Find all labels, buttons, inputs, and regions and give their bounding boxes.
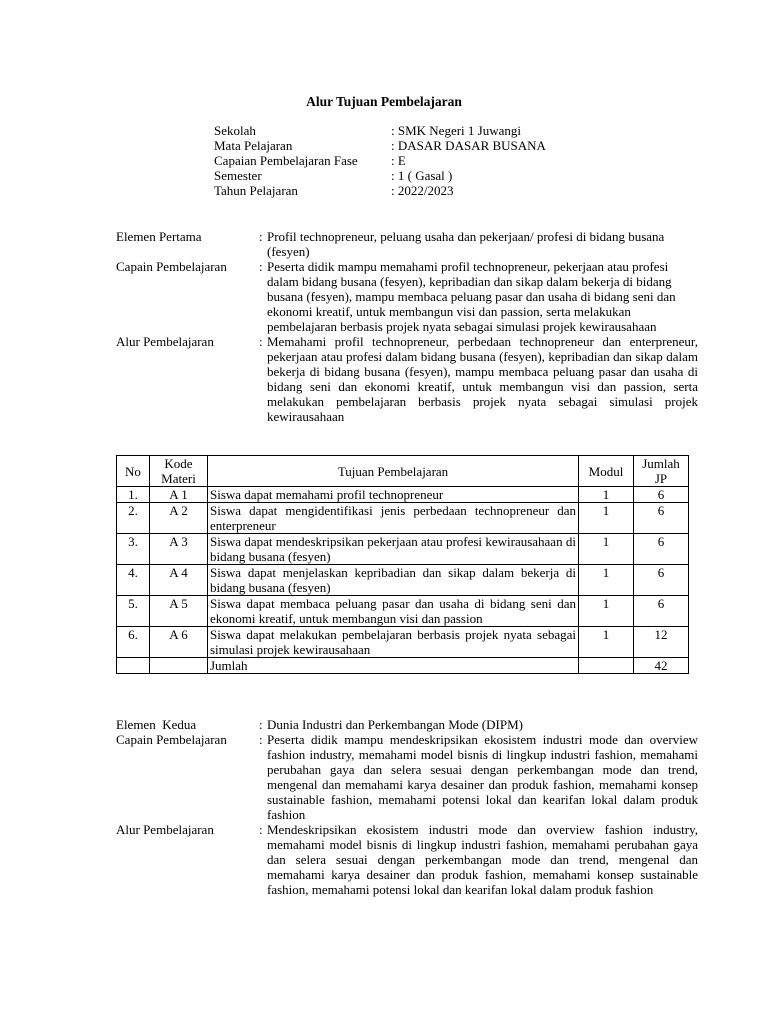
- alur-label: Alur Pembelajaran: [116, 334, 214, 349]
- meta-value: : SMK Negeri 1 Juwangi: [391, 123, 521, 138]
- cell-kode: A 5: [150, 596, 208, 627]
- alur-row: [116, 334, 698, 424]
- cell-modul: 1: [579, 503, 634, 534]
- cell-tujuan: Siswa dapat memahami profil technopreneur: [208, 487, 579, 503]
- cell-tujuan: Siswa dapat mengidentifikasi jenis perbedaan technopreneur dan enterpreneur: [208, 503, 579, 534]
- header-jp: Jumlah JP: [634, 456, 689, 487]
- elemen-value: Dunia Industri dan Perkembangan Mode (DIPM): [267, 717, 523, 732]
- capaian-value: Peserta didik mampu mendeskripsikan ekosistem industri mode dan overview fashion industry, memahami model bisnis di lingkup industri fashion, memahami perubahan gaya dan selera sesuai dengan perkembangan mode dan trend, mengenal dan memahami karya desainer dan produk fashion, memahami konsep sustainable fashion, memahami potensi lokal dan kearifan lokal dalam produk fashion: [267, 732, 698, 822]
- cell-kode: A 4: [150, 565, 208, 596]
- capaian-label: Capain Pembelajaran: [116, 732, 227, 747]
- table-row: [117, 596, 689, 627]
- elemen-kedua-section: [116, 717, 698, 897]
- cell-modul: 1: [579, 487, 634, 503]
- meta-key: Capaian Pembelajaran Fase: [214, 153, 358, 168]
- cell-jp: 6: [634, 534, 689, 565]
- capaian-value: Peserta didik mampu memahami profil technopreneur, pekerjaan atau profesi dalam bidang busana (fesyen), kepribadian dan sikap dalam bekerja di bidang busana (fesyen), mampu membaca peluang pasar dan usaha di bidang seni dan ekonomi kreatif, untuk membangun visi dan passion, serta melakukan pembelajaran berbasis projek nyata sebagai simulasi projek kewirausahaan: [267, 259, 676, 334]
- cell-modul: 1: [579, 627, 634, 658]
- header-kode: Kode Materi: [150, 456, 208, 487]
- capaian-label: Capain Pembelajaran: [116, 259, 227, 274]
- elemen-label: Elemen Pertama: [116, 229, 202, 244]
- capaian-row: [116, 732, 698, 822]
- cell-tujuan: Siswa dapat membaca peluang pasar dan usaha di bidang seni dan ekonomi kreatif, untuk membangun visi dan passion: [208, 596, 579, 627]
- header-modul: Modul: [579, 456, 634, 487]
- table-row: [117, 534, 689, 565]
- elemen-row: [116, 717, 698, 732]
- cell-no: 4.: [117, 565, 150, 596]
- colon: :: [259, 334, 263, 349]
- cell-no: 6.: [117, 627, 150, 658]
- elemen-pertama-section: [116, 229, 698, 424]
- cell-kode: A 1: [150, 487, 208, 503]
- elemen-value: Profil technopreneur, peluang usaha dan pekerjaan/ profesi di bidang busana (fesyen): [267, 229, 665, 259]
- cell-jp: 12: [634, 627, 689, 658]
- meta-value: : E: [391, 153, 406, 168]
- cell-empty: [579, 658, 634, 674]
- cell-jp: 6: [634, 565, 689, 596]
- meta-info: [214, 123, 591, 198]
- cell-no: 3.: [117, 534, 150, 565]
- cell-no: 2.: [117, 503, 150, 534]
- cell-jp: 6: [634, 596, 689, 627]
- colon: :: [259, 822, 263, 837]
- colon: :: [259, 259, 263, 274]
- alur-value: Mendeskripsikan ekosistem industri mode dan overview fashion industry, memahami model bisnis di lingkup industri fashion, memahami perubahan gaya dan selera sesuai dengan perkembangan mode dan trend, mengenal dan memahami karya desainer dan produk fashion, memahami konsep sustainable fashion, memahami potensi lokal dan kearifan lokal dalam produk fashion: [267, 822, 698, 897]
- elemen-row: [116, 229, 698, 259]
- total-label: Jumlah: [208, 658, 579, 674]
- cell-tujuan: Siswa dapat mendeskripsikan pekerjaan atau profesi kewirausahaan di bidang busana (fesyen): [208, 534, 579, 565]
- meta-key: Sekolah: [214, 123, 256, 138]
- meta-value: : 2022/2023: [391, 183, 454, 198]
- meta-key: Tahun Pelajaran: [214, 183, 298, 198]
- meta-value: : 1 ( Gasal ): [391, 168, 453, 183]
- alur-value: Memahami profil technopreneur, perbedaan technopreneur dan enterpreneur, pekerjaan atau profesi dalam bidang busana (fesyen), kepribadian dan sikap dalam bekerja di bidang busana (fesyen), mampu membaca peluang pasar dan usaha di bidang seni dan ekonomi kreatif, untuk membangun visi dan passion, serta melakukan pembelajaran berbasis projek nyata sebagai simulasi projek kewirausahaan: [267, 334, 698, 424]
- cell-kode: A 2: [150, 503, 208, 534]
- total-jp: 42: [634, 658, 689, 674]
- table-header-row: [117, 456, 689, 487]
- cell-jp: 6: [634, 503, 689, 534]
- cell-tujuan: Siswa dapat melakukan pembelajaran berbasis projek nyata sebagai simulasi projek kewirausahaan: [208, 627, 579, 658]
- meta-row: [214, 138, 591, 153]
- cell-kode: A 3: [150, 534, 208, 565]
- cell-kode: A 6: [150, 627, 208, 658]
- cell-modul: 1: [579, 596, 634, 627]
- meta-row: [214, 168, 591, 183]
- header-tujuan: Tujuan Pembelajaran: [208, 456, 579, 487]
- alur-row: [116, 822, 698, 897]
- meta-key: Mata Pelajaran: [214, 138, 293, 153]
- meta-key: Semester: [214, 168, 262, 183]
- meta-row: [214, 123, 591, 138]
- cell-no: 1.: [117, 487, 150, 503]
- colon: :: [259, 732, 263, 747]
- table-row: [117, 627, 689, 658]
- meta-value: : DASAR DASAR BUSANA: [391, 138, 546, 153]
- elemen-label: Elemen Kedua: [116, 717, 197, 732]
- cell-modul: 1: [579, 565, 634, 596]
- table-row: [117, 487, 689, 503]
- cell-jp: 6: [634, 487, 689, 503]
- alur-label: Alur Pembelajaran: [116, 822, 214, 837]
- cell-modul: 1: [579, 534, 634, 565]
- table-total-row: [117, 658, 689, 674]
- tujuan-table: [116, 455, 689, 674]
- header-no: No: [117, 456, 150, 487]
- colon: :: [259, 717, 263, 732]
- cell-empty: [117, 658, 150, 674]
- table-row: [117, 565, 689, 596]
- meta-row: [214, 183, 591, 198]
- page-title: Alur Tujuan Pembelajaran: [306, 94, 462, 109]
- cell-no: 5.: [117, 596, 150, 627]
- capaian-row: [116, 259, 698, 334]
- cell-empty: [150, 658, 208, 674]
- colon: :: [259, 229, 263, 244]
- cell-tujuan: Siswa dapat menjelaskan kepribadian dan sikap dalam bekerja di bidang busana (fesyen): [208, 565, 579, 596]
- table-row: [117, 503, 689, 534]
- meta-row: [214, 153, 591, 168]
